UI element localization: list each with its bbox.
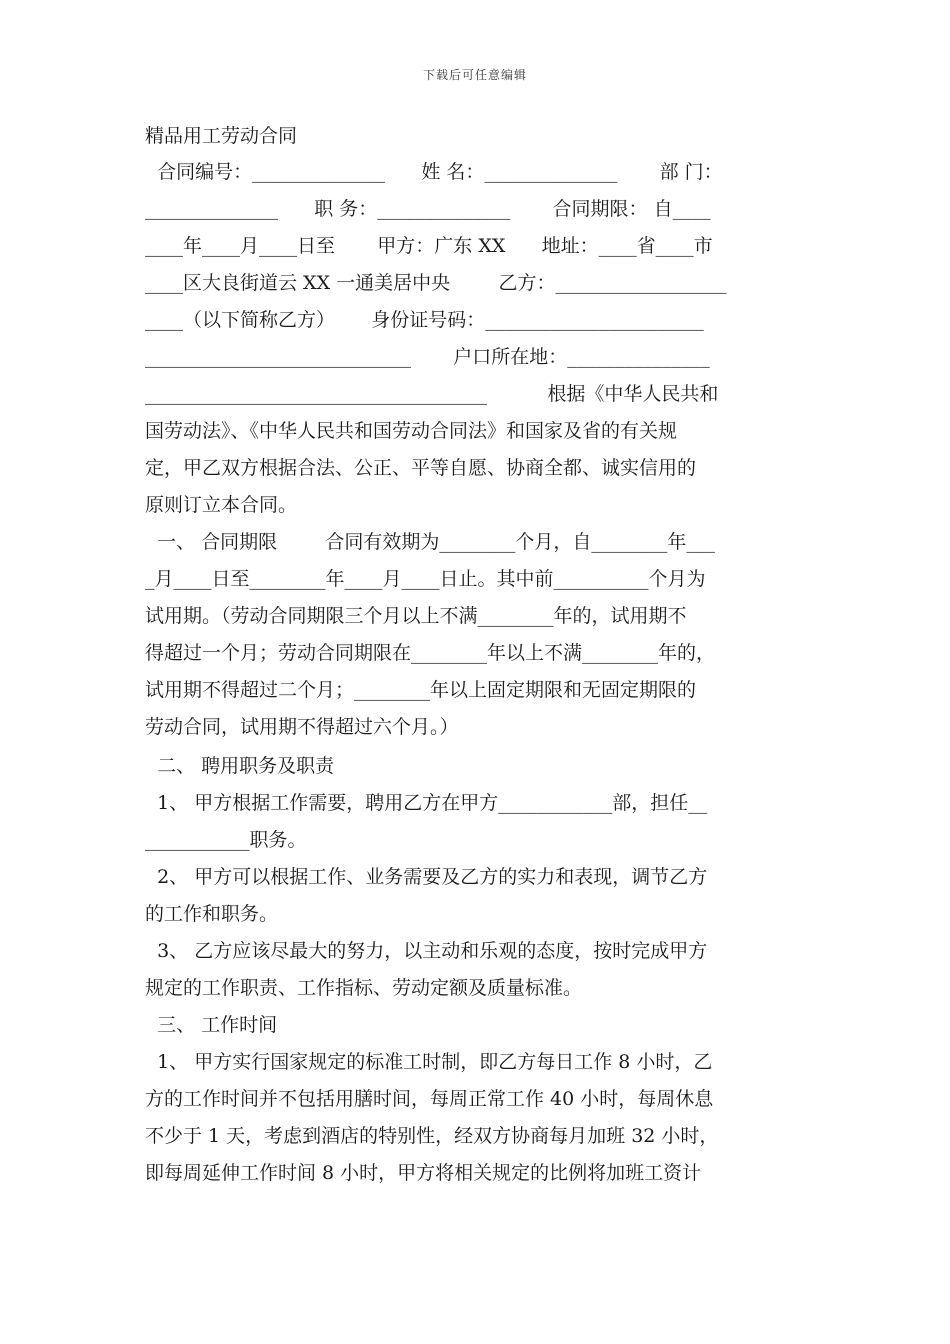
- body-line: 1、 甲方根据工作需要，聘用乙方在甲方____________部，担任__: [145, 792, 708, 814]
- body-line: 试用期。（劳动合同期限三个月以上不满________年的，试用期不: [145, 605, 687, 627]
- body-line: 得超过一个月；劳动合同期限在________年以上不满________年的，: [145, 642, 716, 664]
- body-line: 定，甲乙双方根据合法、公正、平等自愿、协商全都、诚实信用的: [145, 457, 697, 479]
- body-line: ____年____月____日至 甲方：广东 XX 地址：____省____市: [145, 235, 713, 257]
- page-header-note: 下载后可任意编辑: [422, 68, 527, 82]
- body-line: ____（以下简称乙方） 身份证号码：_______________________: [145, 309, 704, 331]
- body-line: ______________ 职 务：______________ 合同期限： 自____: [145, 198, 711, 220]
- body-line: 劳动合同，试用期不得超过六个月。）: [145, 716, 459, 738]
- body-line: 方的工作时间并不包括用膳时间，每周正常工作 40 小时，每周休息: [145, 1088, 714, 1110]
- body-line: ____________________________ 户口所在地：_______________: [145, 346, 710, 368]
- section-heading: 二、 聘用职务及职责: [145, 755, 335, 777]
- body-line: 试用期不得超过二个月；________年以上固定期限和无固定期限的: [145, 679, 697, 701]
- body-line: 1、 甲方实行国家规定的标准工时制，即乙方每日工作 8 小时，乙: [145, 1051, 713, 1073]
- body-line: ___________职务。: [145, 829, 307, 851]
- body-line: 2、 甲方可以根据工作、业务需要及乙方的实力和表现，调节乙方: [145, 866, 708, 888]
- body-line: 即每周延伸工作时间 8 小时，甲方将相关规定的比例将加班工资计: [145, 1162, 702, 1184]
- body-line: 的工作和职务。: [145, 903, 279, 925]
- section-heading: 一、 合同期限 合同有效期为________个月，自________年___: [145, 531, 715, 553]
- body-line: ____________________________________ 根据《中华人民共和: [145, 383, 719, 405]
- body-line: ____区大良街道云 XX 一通美居中央 乙方：__________________: [145, 272, 727, 294]
- body-line: 不少于 1 天，考虑到酒店的特别性，经双方协商每月加班 32 小时，: [145, 1125, 719, 1147]
- body-line: 国劳动法》、《中华人民共和国劳动合同法》和国家及省的有关规: [145, 420, 678, 442]
- body-line: 3、 乙方应该尽最大的努力，以主动和乐观的态度，按时完成甲方: [145, 940, 708, 962]
- body-line: 原则订立本合同。: [145, 494, 298, 516]
- section-heading: 三、 工作时间: [145, 1014, 278, 1036]
- body-line: _月____日至________年____月____日止。其中前__________个月为: [145, 568, 706, 590]
- document-title: 精品用工劳动合同: [145, 125, 298, 147]
- body-line: 合同编号：______________ 姓 名：______________ 部 门：: [145, 161, 723, 183]
- body-line: 规定的工作职责、工作指标、劳动定额及质量标准。: [145, 977, 583, 999]
